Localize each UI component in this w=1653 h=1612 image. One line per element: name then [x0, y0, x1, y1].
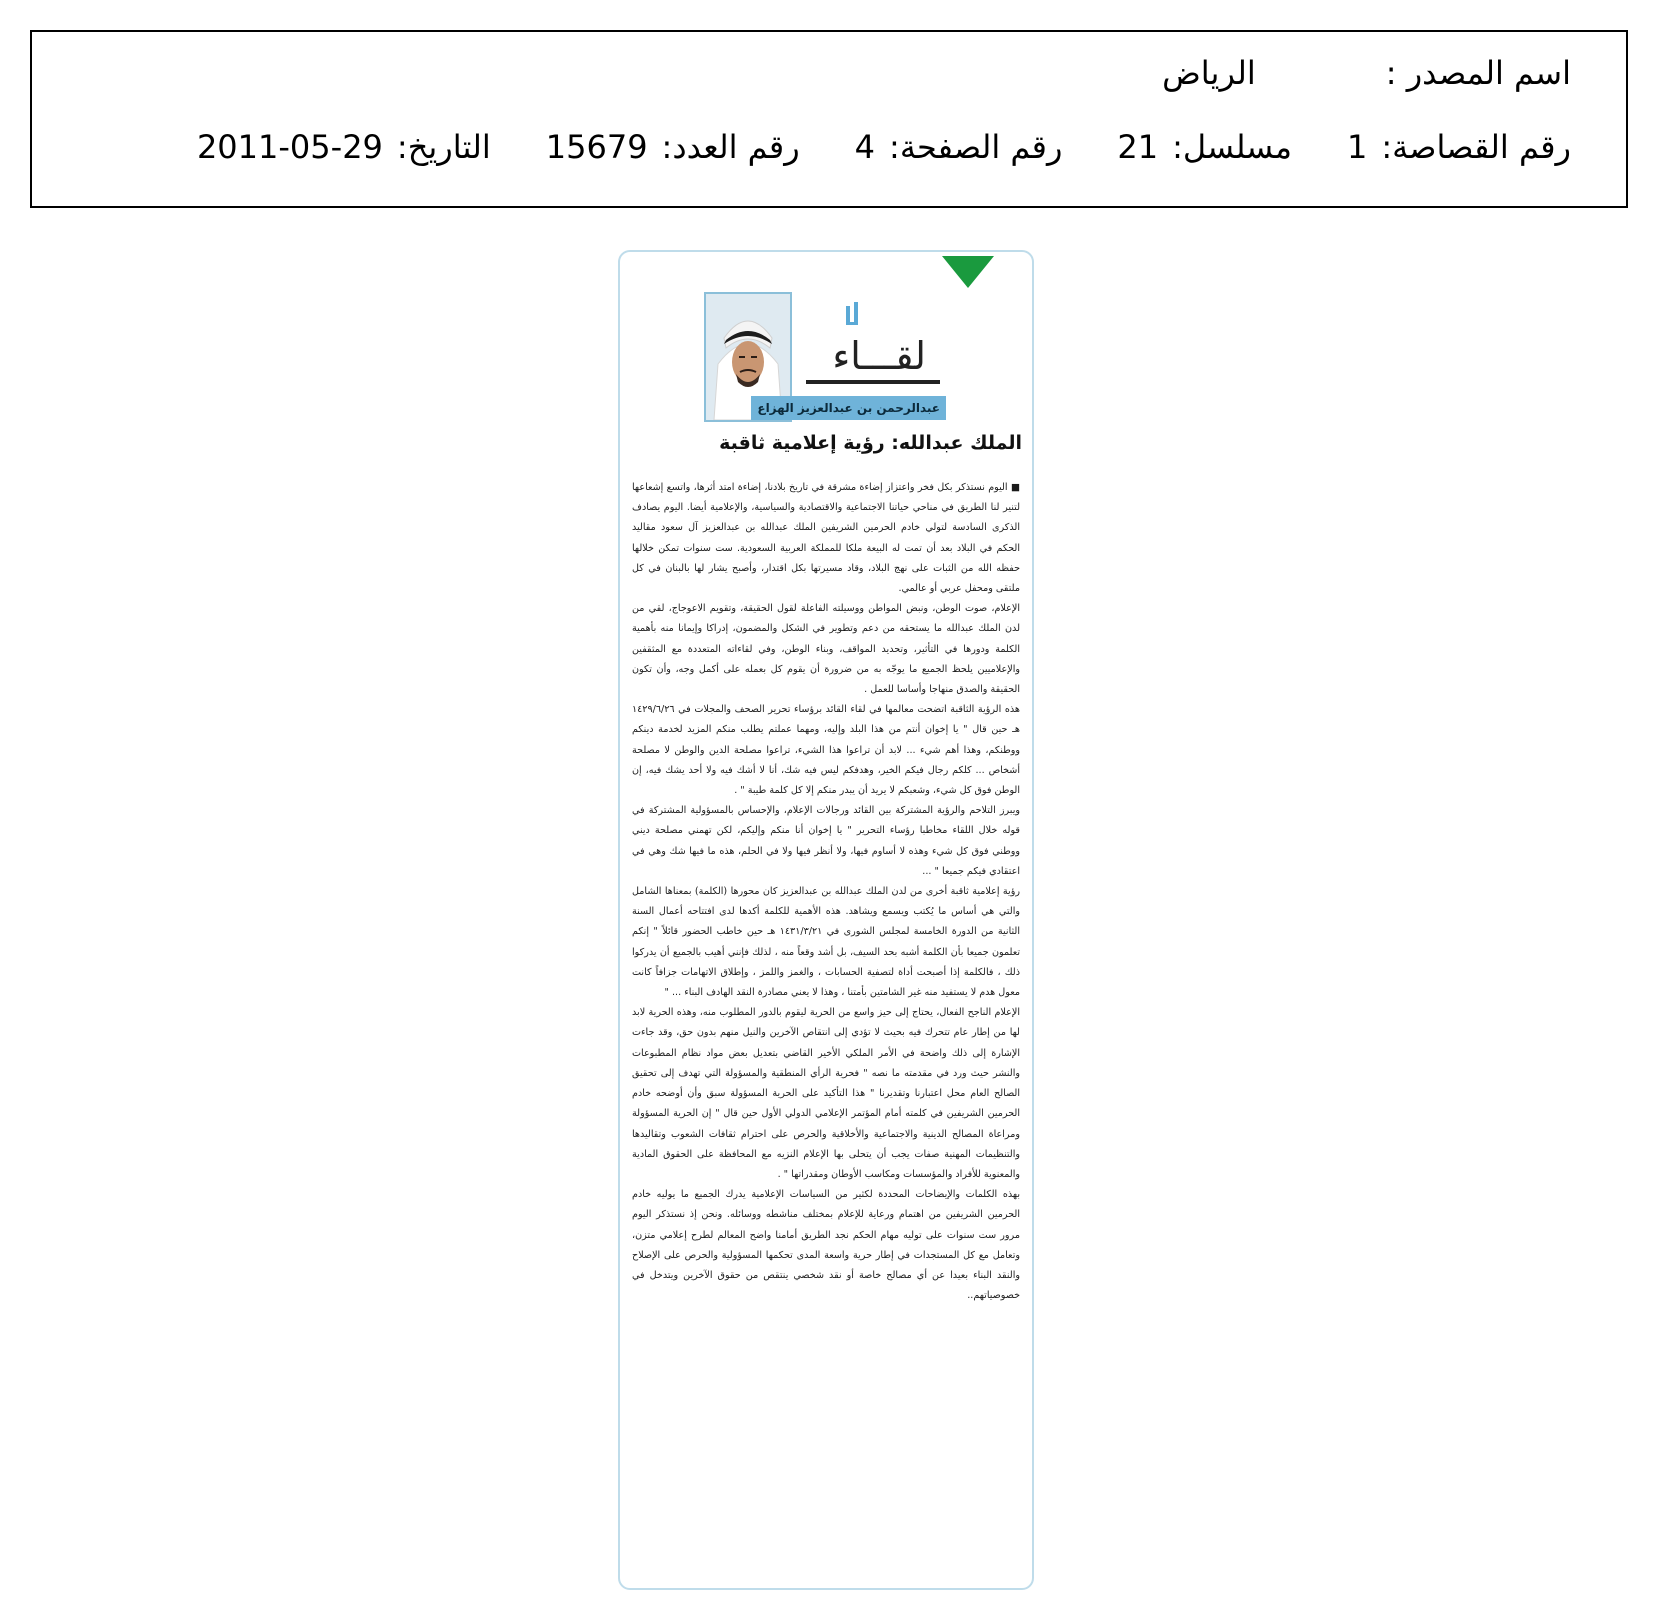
issue-label: رقم العدد: — [661, 128, 800, 166]
serial-label: مسلسل: — [1172, 128, 1292, 166]
details-row — [142, 128, 1571, 166]
clip-number-value: 1 — [1346, 128, 1368, 166]
article-paragraph: ويبرز التلاحم والرؤية المشتركة بين القائد ورجالات الإعلام، والإحساس بالمسؤولية المشتركة في قوله خلال اللقاء مخاطبا رؤساء التحرير " يا إخوان أنا منكم وإليكم، لكن تهمني مصلحة ديني ووطني فوق كل شيء وهذه لا أساوم فيها، ولا أنظر فيها ولا في الحلم، هذه ما فيها شك وهي في اعتقادي فيكم جميعا " ... — [632, 805, 1020, 877]
logo-underline — [806, 380, 940, 384]
page-label: رقم الصفحة: — [889, 128, 1063, 166]
article-paragraph: الإعلام، صوت الوطن، ونبض المواطن ووسيلته الفاعلة لقول الحقيقة، وتقويم الاعوجاج، لقي من لدن الملك عبدالله ما يستحقه من دعم وتطوير في الشكل والمضمون، إدراكا وإيمانا منه بأهمية الكلمة ودورها في التأثير، وتحديد المواقف، وبناء الوطن، وفي لقاءاته المتعددة مع المثقفين والإعلاميين يلحظ الجميع ما يوجّه به من ضرورة أن يقوم كل بعمله على أكمل وجه، وأن تكون الحقيقة والصدق منهاجا وأساسا للعمل . — [632, 603, 1020, 696]
column-name: لقـــاء — [832, 334, 926, 378]
article-paragraph: الإعلام الناجح الفعال، يحتاج إلى حيز واسع من الحرية ليقوم بالدور المطلوب منه، وهذه الحرية لابد لها من إطار عام تتحرك فيه بحيث لا تؤدي إلى انتقاص الآخرين والنيل منهم بدون حق، وقد جاءت الإشارة إلى ذلك واضحة في الأمر الملكي الأخير القاضي بتعديل بعض مواد نظام المطبوعات والنشر حيث ورد في مقدمته ما نصه " فحرية الرأي المنطقية والمسؤولة التي تهدف إلى تحقيق الصالح العام محل اعتبارنا وتقديرنا " هذا التأكيد على الحرية المسؤولة سبق وأن أوضحه خادم الحرمين الشريفين في كلمته أمام المؤتمر الإعلامي الدولي الأول حين قال " إن الحرية المسؤولة ومراعاة المصالح الدينية والاجتماعية والأخلاقية والحرص على احترام ثقافات الشعوب وتقاليدها والتنظيمات المهنية صفات يجب أن يتحلى بها الإعلام النزيه مع المحافظة على الحقوق المادية والمعنوية للأفراد والمؤسسات ومكاسب الأوطان ومقدراتها " . — [632, 1007, 1020, 1180]
serial-field — [1117, 128, 1292, 166]
article-paragraph: هذه الرؤية الثاقبة اتضحت معالمها في لقاء القائد برؤساء تحرير الصحف والمجلات في ١٤٢٩/٦/٢٦ هـ حين قال " يا إخوان أنتم من هذا البلد وإليه، ومهما عملتم يطلب منكم المزيد لخدمة دينكم ووطنكم، وهذا أهم شيء ... لابد أن تراعوا هذا الشيء، تراعوا مصلحة الدين والوطن لا مصلحة أشخاص ... كلكم رجال فيكم الخير، وهدفكم ليس فيه شك، أنا لا أشك فيه ولا أحد يشك فيه، إن الوطن فوق كل شيء، وشعبكم لا يريد أن يبدر منكم إلا كل كلمة طيبة " . — [632, 704, 1020, 797]
serial-value: 21 — [1117, 128, 1159, 166]
clip-number-label: رقم القصاصة: — [1381, 128, 1571, 166]
article-paragraph: ■ اليوم نستذكر بكل فخر واعتزاز إضاءة مشرقة في تاريخ بلادنا، إضاءة امتد أثرها، واتسع إشعاعها لتنير لنا الطريق في مناحي حياتنا الاجتماعية والاقتصادية والسياسية، والإعلامية أيضا. اليوم يصادف الذكرى السادسة لتولي خادم الحرمين الشريفين الملك عبدالله بن عبدالعزيز آل سعود مقاليد الحكم في البلاد بعد أن تمت له البيعة ملكا للمملكة العربية السعودية. ست سنوات تمكن خلالها حفظه الله من الثبات على نهج البلاد، وقاد مسيرتها بكل اقتدار، وأصبح يشار لها بالبنان في كل ملتقى ومحفل عربي أو عالمي. — [632, 482, 1020, 595]
page-field — [855, 128, 1063, 166]
article-headline: الملك عبدالله: رؤية إعلامية ثاقبة — [719, 432, 1022, 454]
newspaper-clipping — [618, 250, 1034, 1590]
column-logo-icon — [844, 302, 864, 328]
source-label: اسم المصدر : — [1385, 54, 1571, 92]
column-logo — [796, 300, 946, 390]
page-value: 4 — [854, 128, 876, 166]
issue-field — [546, 128, 800, 166]
article-body — [632, 478, 1020, 1306]
author-name-tag: عبدالرحمن بن عبدالعزيز الهزاع — [751, 396, 946, 420]
source-field — [1162, 54, 1571, 92]
source-row — [1162, 54, 1571, 92]
date-field — [197, 128, 491, 166]
metadata-header — [30, 30, 1628, 208]
date-value: 2011-05-29 — [196, 128, 383, 166]
article-paragraph: رؤية إعلامية ثاقبة أخرى من لدن الملك عبدالله بن عبدالعزيز كان محورها (الكلمة) بمعناها الشامل والتي هي أساس ما يُكتب ويسمع ويشاهد. هذه الأهمية للكلمة أكدها لدى افتتاحه أعمال السنة الثانية من الدورة الخامسة لمجلس الشورى في ١٤٣١/٣/٢١ هـ حين خاطب الحضور قائلاً " إنكم تعلمون جميعا بأن الكلمة أشبه بحد السيف، بل أشد وقعاً منه ، لذلك فإنني أهيب بالجميع أن يدركوا ذلك ، فالكلمة إذا أصبحت أداة لتصفية الحسابات ، والغمز واللمز ، وإطلاق الاتهامات جزافاً كانت معول هدم لا يستفيد منه غير الشامتين بأمتنا ، وهذا لا يعني مصادرة النقد الهادف البناء ... " — [632, 886, 1020, 999]
article-paragraph: بهذه الكلمات والإيضاحات المحددة لكثير من السياسات الإعلامية يدرك الجميع ما يوليه خادم الحرمين الشريفين من اهتمام ورعاية للإعلام بمختلف مناشطه ووسائله. ونحن إذ نستذكر اليوم مرور ست سنوات على توليه مهام الحكم نجد الطريق أمامنا واضح المعالم لطرح إعلامي متزن، وتعامل مع كل المستجدات في إطار حرية واسعة المدى تحكمها المسؤولية والحرص على الإصلاح والنقد البناء بعيدا عن أي مصالح خاصة أو نقد شخصي ينتقص من حقوق الآخرين ويتدخل في خصوصياتهم.. — [632, 1189, 1020, 1302]
source-value: الرياض — [1162, 54, 1256, 92]
date-label: التاريخ: — [396, 128, 491, 166]
clip-number-field — [1347, 128, 1571, 166]
green-triangle-marker — [942, 256, 994, 288]
issue-value: 15679 — [545, 128, 648, 166]
